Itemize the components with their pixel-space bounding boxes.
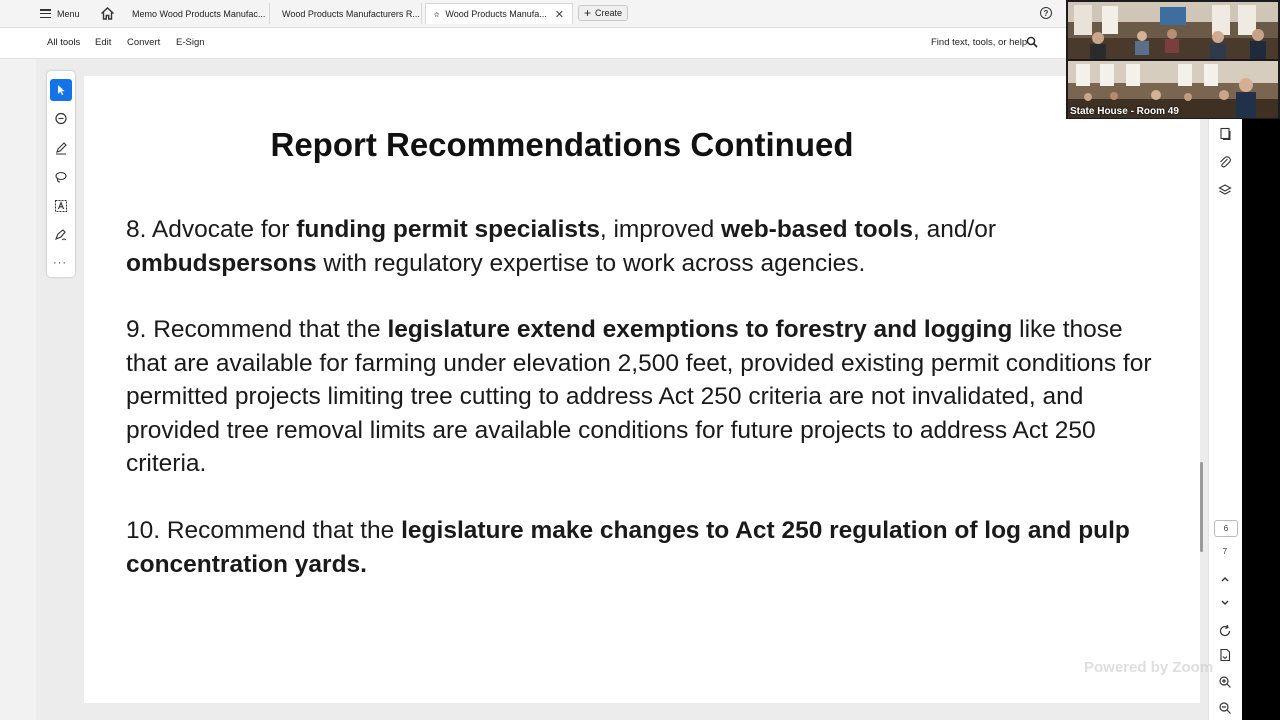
save-page-icon[interactable] — [1218, 648, 1232, 662]
recommendation-9: 9. Recommend that the legislature extend exemptions to forestry and logging like those that are available for farming under elevation 2,500 feet, provided existing permit conditions for permitted projects limiting tree cutting to address Act 250 criteria are not invalidated, and provided tree removal limits are available conditions for future projects to address Act 250 criteria. — [126, 316, 1152, 477]
signature-icon — [54, 228, 68, 242]
create-button[interactable] — [578, 5, 628, 21]
window-edge — [1242, 59, 1280, 720]
layers-icon[interactable] — [1218, 183, 1232, 197]
tab-label: Wood Products Manufacturers R... — [282, 8, 420, 19]
star-icon[interactable] — [434, 9, 439, 20]
all-tools-button[interactable]: All tools — [47, 37, 81, 48]
tab-wood-products-active[interactable] — [425, 3, 573, 24]
scrollbar-thumb[interactable] — [1200, 462, 1203, 552]
tab-wood-products-report[interactable] — [274, 3, 422, 24]
chevron-down-icon[interactable] — [1218, 596, 1232, 610]
tool-panel — [47, 71, 75, 277]
plus-icon: + — [583, 6, 591, 20]
text-box-icon — [54, 199, 68, 213]
text-tool[interactable] — [50, 195, 72, 217]
edit-button[interactable]: Edit — [95, 37, 112, 48]
search-icon[interactable] — [1026, 36, 1038, 48]
next-page-number: 7 — [1222, 547, 1228, 556]
refresh-icon[interactable] — [1218, 624, 1232, 638]
select-tool[interactable] — [50, 79, 72, 101]
lasso-icon — [54, 170, 68, 184]
hamburger-icon — [40, 9, 51, 18]
video-room-label: State House - Room 49 — [1070, 106, 1179, 117]
more-tools-icon[interactable]: ··· — [53, 257, 67, 269]
comment-tool[interactable] — [50, 108, 72, 130]
tab-label: Wood Products Manufa... — [445, 9, 547, 19]
page-title: Report Recommendations Continued — [270, 126, 854, 163]
help-icon[interactable]: ? — [1040, 7, 1052, 19]
close-icon[interactable]: ✕ — [554, 8, 564, 21]
attachment-icon[interactable] — [1218, 155, 1232, 169]
video-feed-top — [1068, 2, 1278, 59]
zoom-watermark: Powered by Zoom — [1084, 659, 1214, 676]
tab-memo[interactable] — [124, 3, 270, 24]
cursor-icon — [55, 84, 67, 96]
current-page-number[interactable]: 6 — [1214, 520, 1238, 537]
esign-button[interactable]: E-Sign — [176, 37, 205, 48]
draw-tool[interactable] — [50, 166, 72, 188]
create-label: Create — [595, 8, 623, 18]
find-text-input[interactable]: Find text, tools, or help — [931, 37, 1028, 48]
menu-label: Menu — [57, 8, 80, 19]
home-icon[interactable] — [99, 5, 116, 22]
convert-button[interactable]: Convert — [127, 37, 161, 48]
comment-icon — [54, 112, 68, 126]
pen-icon — [54, 141, 68, 155]
chevron-up-icon[interactable] — [1218, 572, 1232, 586]
tab-label: Memo Wood Products Manufac... — [132, 8, 266, 19]
video-overlay[interactable] — [1066, 0, 1280, 119]
zoom-out-icon[interactable] — [1218, 701, 1232, 715]
pages-icon[interactable] — [1218, 127, 1232, 141]
zoom-in-icon[interactable] — [1218, 675, 1232, 689]
sign-tool[interactable] — [50, 224, 72, 246]
recommendation-8: 8. Advocate for funding permit specialists, improved web-based tools, and/or ombudspersons with regulatory expertise to work across agencies. — [126, 216, 997, 277]
pen-tool[interactable] — [50, 137, 72, 159]
menu-button[interactable] — [40, 5, 80, 22]
recommendation-10: 10. Recommend that the legislature make changes to Act 250 regulation of log and pulp concentration yards. — [126, 517, 1130, 578]
